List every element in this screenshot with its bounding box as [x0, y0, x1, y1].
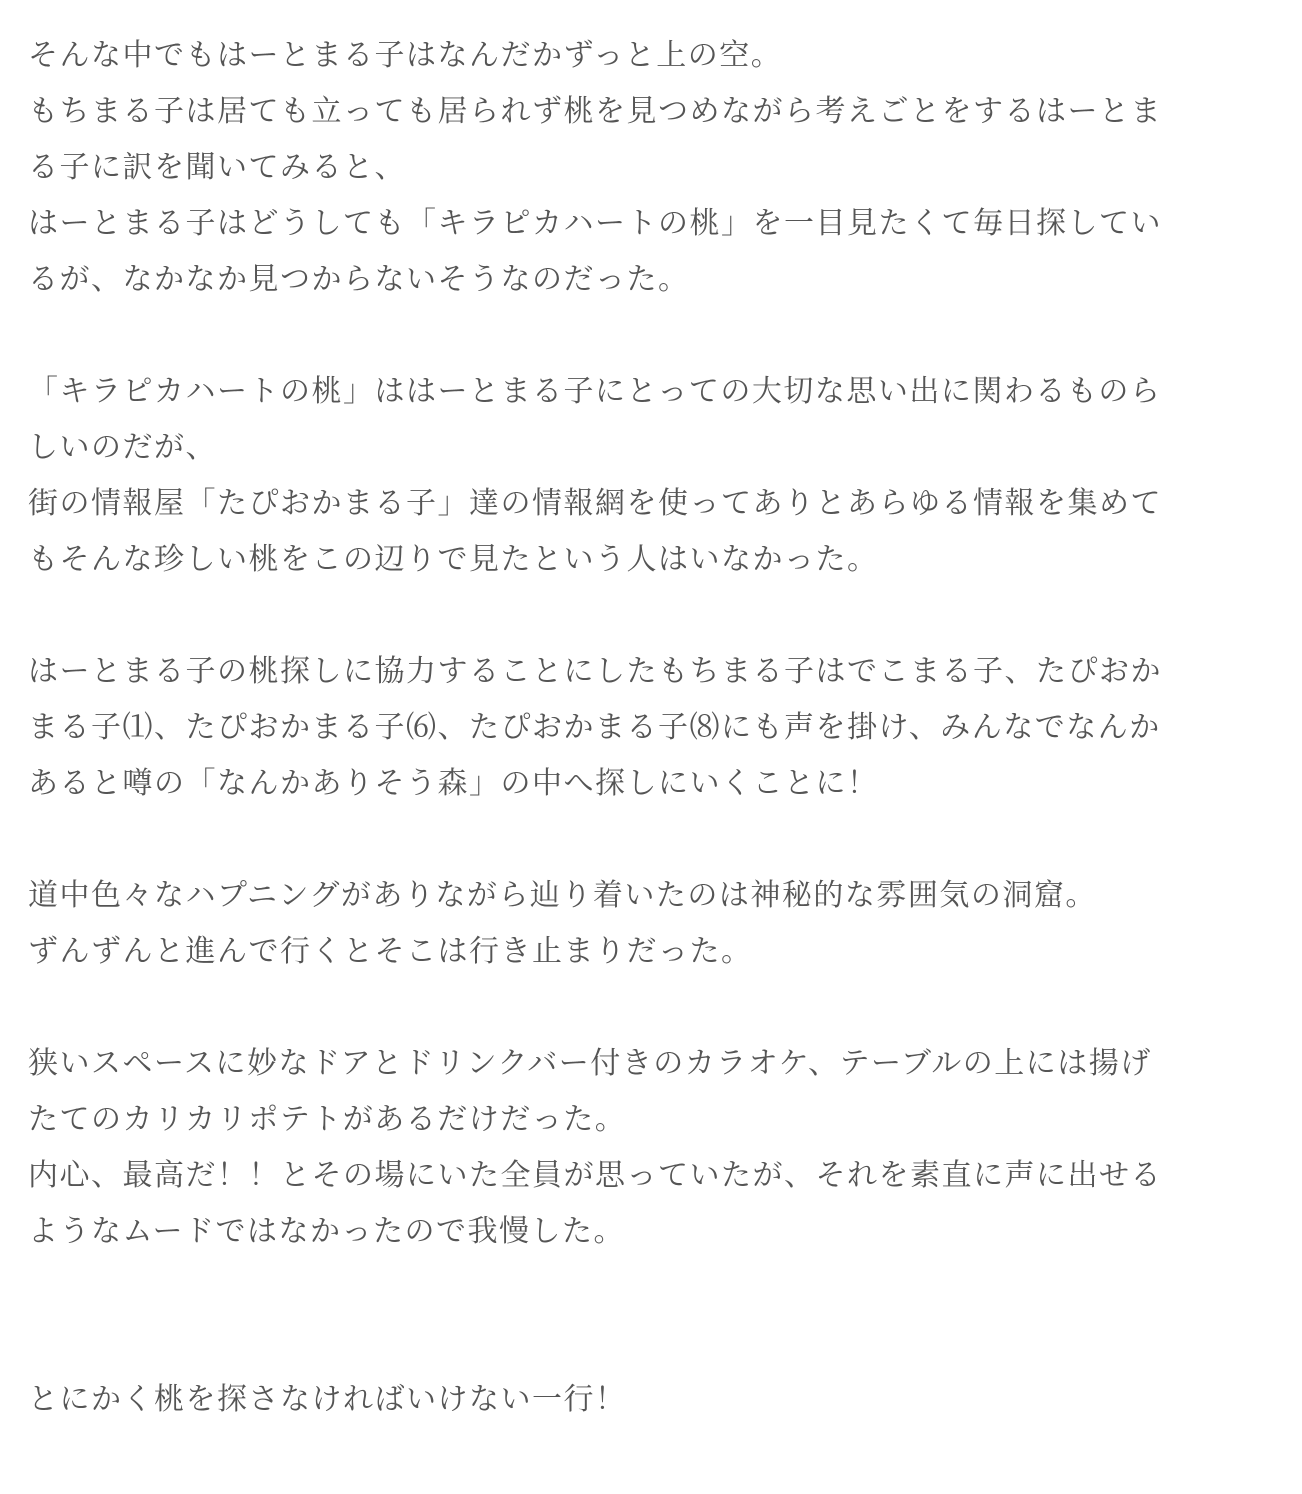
text-line: もそんな珍しい桃をこの辺りで見たという人はいなかった。	[28, 542, 879, 577]
paragraph	[28, 644, 1278, 812]
text-line: もちまる子は居ても立っても居られず桃を見つめながら考えごとをするはーとま	[28, 94, 1162, 129]
paragraph-spacer	[28, 980, 1278, 1036]
text-line: はーとまる子の桃探しに協力することにしたもちまる子はでこまる子、たぴおか	[28, 654, 1162, 689]
paragraph	[28, 1036, 1278, 1260]
text-line: 「キラピカハートの桃」ははーとまる子にとっての大切な思い出に関わるものら	[28, 374, 1162, 409]
text-line: まる子⑴、たぴおかまる子⑹、たぴおかまる子⑻にも声を掛け、みんなでなんか	[28, 710, 1161, 745]
text-line: とにかく桃を探さなければいけない一行！	[28, 1382, 627, 1417]
text-line: 街の情報屋「たぴおかまる子」達の情報網を使ってありとあらゆる情報を集めて	[28, 486, 1162, 521]
text-line: あると噂の「なんかありそう森」の中へ探しにいくことに！	[28, 766, 879, 801]
text-line: る子に訳を聞いてみると、	[28, 150, 406, 185]
text-line: しいのだが、	[28, 430, 217, 465]
text-line: 道中色々なハプニングがありながら辿り着いたのは神秘的な雰囲気の洞窟。	[28, 878, 1097, 913]
text-line: たてのカリカリポテトがあるだけだった。	[28, 1102, 627, 1137]
paragraph-spacer	[28, 308, 1278, 364]
text-line: ようなムードではなかったので我慢した。	[28, 1214, 625, 1249]
paragraph	[28, 364, 1278, 588]
paragraph	[28, 1372, 1278, 1428]
text-line: 狭いスペースに妙なドアとドリンクバー付きのカラオケ、テーブルの上には揚げ	[28, 1046, 1152, 1081]
text-line: はーとまる子はどうしても「キラピカハートの桃」を一目見たくて毎日探してい	[28, 206, 1162, 241]
paragraph	[28, 868, 1278, 980]
paragraph	[28, 28, 1278, 308]
paragraph-spacer	[28, 1260, 1278, 1372]
article-body	[28, 28, 1278, 1428]
text-line: そんな中でもはーとまる子はなんだかずっと上の空。	[28, 38, 783, 73]
paragraph-spacer	[28, 588, 1278, 644]
text-line: ずんずんと進んで行くとそこは行き止まりだった。	[28, 934, 753, 969]
paragraph-spacer	[28, 812, 1278, 868]
text-line: 内心、最高だ！！とその場にいた全員が思っていたが、それを素直に声に出せる	[28, 1158, 1162, 1193]
text-line: るが、なかなか見つからないそうなのだった。	[28, 262, 690, 297]
